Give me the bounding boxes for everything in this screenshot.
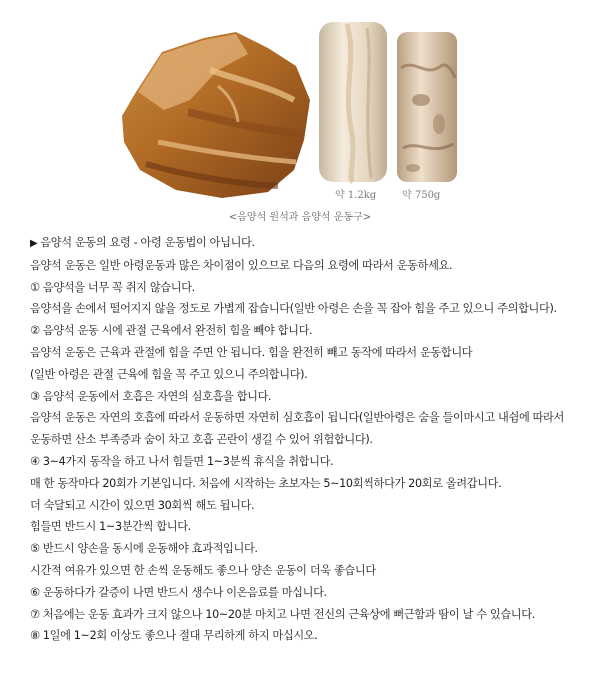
body-line: 음양석을 손에서 떨어지지 않을 정도로 가볍게 잡습니다(일반 아령은 손을 꼭 잡아 힘을 주고 있으니 주의합니다). <box>30 302 557 316</box>
body-line: ① 음양석을 너무 꼭 쥐지 않습니다. <box>30 280 195 294</box>
body-line: ③ 음양석 운동에서 호흡은 자연의 심호흡을 합니다. <box>30 389 272 403</box>
section-heading <box>30 232 595 255</box>
body-line: 음양석 운동은 자연의 호흡에 따라서 운동하면 자연히 심호흡이 됩니다(일반아령은 숨을 들이마시고 내쉼에 따라서 <box>30 411 564 425</box>
body-line: ⑧ 1일에 1~2회 이상도 좋으나 절대 무리하게 하지 마십시오. <box>30 629 318 643</box>
body-line: ⑤ 반드시 양손을 동시에 운동해야 효과적입니다. <box>30 542 258 556</box>
triangle-bullet-icon: ▶ <box>30 238 38 249</box>
body-line: 더 숙달되고 시간이 있으면 30회씩 해도 됩니다. <box>30 498 255 512</box>
section-heading-text: 음양석 운동의 요령 - 아령 운동법이 아닙니다. <box>40 236 255 249</box>
body-line: ⑦ 처음에는 운동 효과가 크지 않으나 10~20분 마치고 나면 전신의 근육상에 뻐근함과 땀이 날 수 있습니다. <box>30 607 535 621</box>
weight-label-large: 약 1.2kg <box>335 190 377 201</box>
body-line: 운동하면 산소 부족증과 숨이 차고 호흡 곤란이 생길 수 있어 위험합니다). <box>30 433 373 447</box>
body-line: ② 음양석 운동 시에 관절 근육에서 완전히 힘을 빼야 합니다. <box>30 324 313 338</box>
weight-label-small: 약 750g <box>402 190 441 201</box>
body-line: 음양석 운동은 근육과 관절에 힘을 주면 안 됩니다. 힘을 완전히 빼고 동작에 따라서 운동합니다 <box>30 345 473 359</box>
body-line: ⑥ 운동하다가 갈증이 나면 반드시 생수나 이온음료를 마십니다. <box>30 585 327 599</box>
raw-stone-image <box>118 30 314 200</box>
figure-caption: <음양석 원석과 음양석 운동구> <box>228 212 372 223</box>
article-body <box>30 232 595 647</box>
exercise-stone-large-image <box>317 18 389 186</box>
body-line: 힘들면 반드시 1~3분간씩 합니다. <box>30 520 191 534</box>
body-line: (일반 아령은 관절 근육에 힘을 꼭 주고 있으니 주의합니다). <box>30 367 308 381</box>
body-line: 음양석 운동은 일반 아령운동과 많은 차이점이 있으므로 다음의 요령에 따라서 운동하세요. <box>30 258 453 272</box>
product-figure <box>0 0 600 228</box>
body-line: 시간적 여유가 있으면 한 손씩 운동해도 좋으나 양손 운동이 더욱 좋습니다 <box>30 563 376 577</box>
body-line: ④ 3~4가지 동작을 하고 나서 힘들면 1~3분씩 휴식을 취합니다. <box>30 454 334 468</box>
exercise-stone-small-image <box>395 28 459 186</box>
body-line: 매 한 동작마다 20회가 기본입니다. 처음에 시작하는 초보자는 5~10회씩하다가 20회로 올려갑니다. <box>30 476 502 490</box>
